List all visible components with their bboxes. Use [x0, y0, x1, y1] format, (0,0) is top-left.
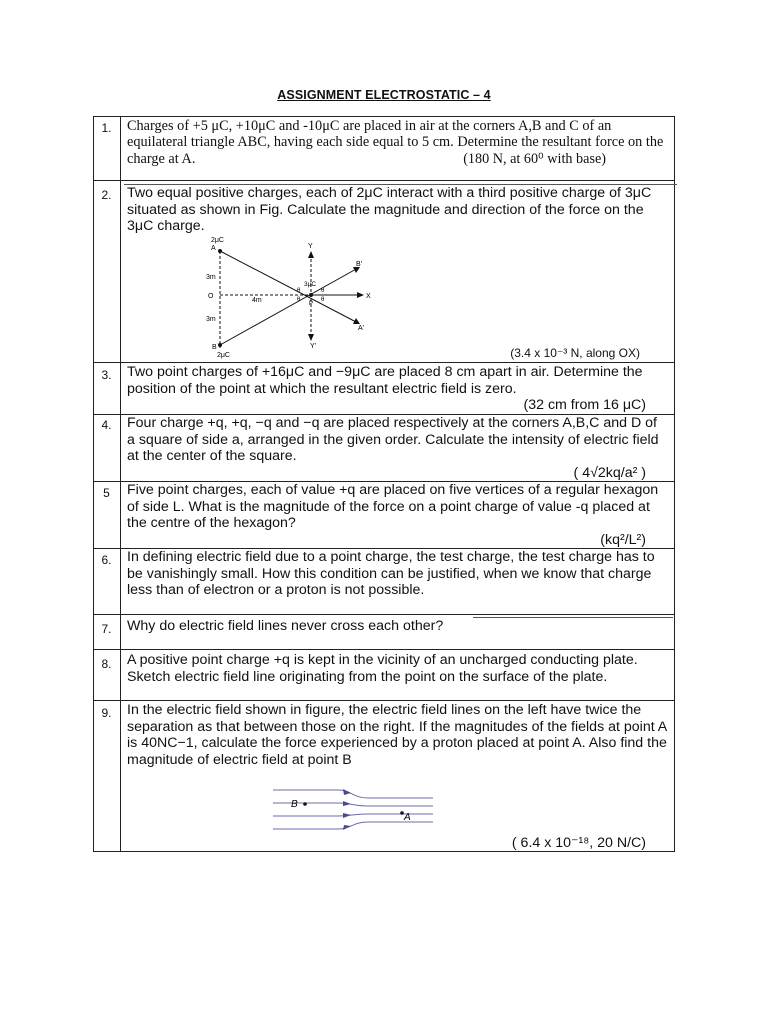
- field-lines-figure: [273, 784, 433, 830]
- fig-label: 3m: [206, 274, 216, 281]
- row-divider: [93, 700, 675, 701]
- question-number: 8.: [101, 657, 112, 671]
- questions-table: [93, 116, 676, 852]
- question-number: 2.: [101, 188, 112, 202]
- question-number: 7.: [101, 622, 112, 636]
- question-number: 9.: [101, 706, 112, 720]
- arrow-y: [308, 251, 314, 258]
- row-divider: [93, 614, 675, 615]
- question-answer: (32 cm from 16 μC): [523, 397, 646, 413]
- question-text: Charges of +5 μC, +10μC and -10μC are placed in air at the corners A,B and C of an equilateral triangle ABC, having each side equal to 5 cm. Determine the resultant force on the charge at A.: [127, 118, 664, 167]
- fig-label: B: [212, 344, 217, 351]
- question-text: In defining electric field due to a point charge, the test charge, the test charge has to be vanishingly small. How this condition can be justified, when we know that charge less than of electron or a proton is not possible.: [127, 549, 655, 599]
- field-line: [273, 822, 433, 829]
- column-divider: [120, 116, 121, 852]
- question-text: In the electric field shown in figure, the electric field lines on the left have twice the separation as that between those on the right. If the magnitudes of the fields at point A is 40NC−1, calculate the force experienced by a proton placed at point A. Also find the magnitude of electric field at point B: [127, 702, 667, 768]
- table-border-right: [674, 116, 675, 852]
- question-text: Why do electric field lines never cross each other?: [127, 618, 444, 634]
- field-arrow: [343, 801, 351, 806]
- question-number: 3.: [101, 368, 112, 382]
- field-line: [273, 790, 433, 798]
- arrow-x: [357, 292, 364, 298]
- question-number: 4.: [101, 418, 112, 432]
- question-text: Five point charges, each of value +q are placed on five vertices of a regular hexagon of side L. What is the magnitude of the force on a point charge of value -q placed at the centre of the hexagon?: [127, 482, 659, 532]
- fig-label: θ: [297, 288, 301, 294]
- question-text: Two equal positive charges, each of 2μC interact with a third positive charge of 3μC situated as shown in Fig. Calculate the magnitude and direction of the force on the 3μC charge.: [127, 185, 652, 235]
- point-b-label: B: [291, 799, 298, 810]
- question-answer: ( 6.4 x 10⁻¹⁸, 20 N/C): [511, 835, 646, 851]
- question-number: 6.: [101, 553, 112, 567]
- row-divider: [93, 180, 675, 181]
- fig-label: A: [211, 245, 216, 252]
- question-text: Four charge +q, +q, −q and −q are placed respectively at the corners A,B,C and D of a square of side a, arranged in the given order. Calculate the intensity of electric field at the center of the square.: [127, 415, 659, 465]
- assignment-title: ASSIGNMENT ELECTROSTATIC – 4: [277, 88, 491, 102]
- fig-label: O: [208, 293, 214, 300]
- point-b: [303, 802, 307, 806]
- question-answer: (180 N, at 60⁰ with base): [463, 151, 606, 167]
- question-answer: (kq²/L²): [600, 532, 646, 548]
- fig-label: P: [309, 301, 314, 307]
- fig-label: θ: [297, 297, 301, 303]
- fig-label: Y: [308, 243, 313, 250]
- charge-p: [309, 293, 313, 297]
- question-number: 1.: [101, 121, 112, 135]
- arrow-y-prime: [308, 334, 314, 341]
- fig-label: 2μC: [211, 237, 224, 244]
- table-border-bottom: [93, 851, 675, 852]
- fig-label: 3μC: [304, 281, 317, 288]
- fig-label: Y': [310, 343, 317, 350]
- question-answer: (3.4 x 10⁻³ N, along OX): [510, 346, 640, 360]
- question-text: A positive point charge +q is kept in the vicinity of an uncharged conducting plate. Sketch electric field line originating from the point on the surface of the plate.: [127, 652, 638, 685]
- line-a-a-prime: [220, 251, 358, 323]
- question-number: 5: [103, 486, 110, 500]
- fig-label: 3m: [206, 316, 216, 323]
- fig-label: X: [366, 293, 371, 300]
- table-border-left: [93, 116, 94, 852]
- field-arrow: [343, 825, 351, 830]
- fig-label: 2μC: [217, 352, 230, 359]
- question-answer: ( 4√2kq/a² ): [573, 465, 646, 481]
- fig-label: θ: [321, 297, 325, 303]
- fig-label: A': [358, 325, 365, 332]
- field-arrow: [343, 789, 351, 795]
- table-border-top: [93, 116, 675, 117]
- fig-label: B': [356, 261, 363, 268]
- fig-label: 4m: [252, 297, 262, 304]
- question-text: Two point charges of +16μC and −9μC are placed 8 cm apart in air. Determine the position of the point at which the resultant electric field is zero.: [127, 364, 643, 397]
- charges-figure: [198, 236, 388, 361]
- row-divider: [93, 649, 675, 650]
- line-b-b-prime: [220, 268, 358, 345]
- row-divider: [93, 362, 675, 363]
- fig-label: θ: [321, 288, 325, 294]
- point-a-label: A: [404, 812, 411, 823]
